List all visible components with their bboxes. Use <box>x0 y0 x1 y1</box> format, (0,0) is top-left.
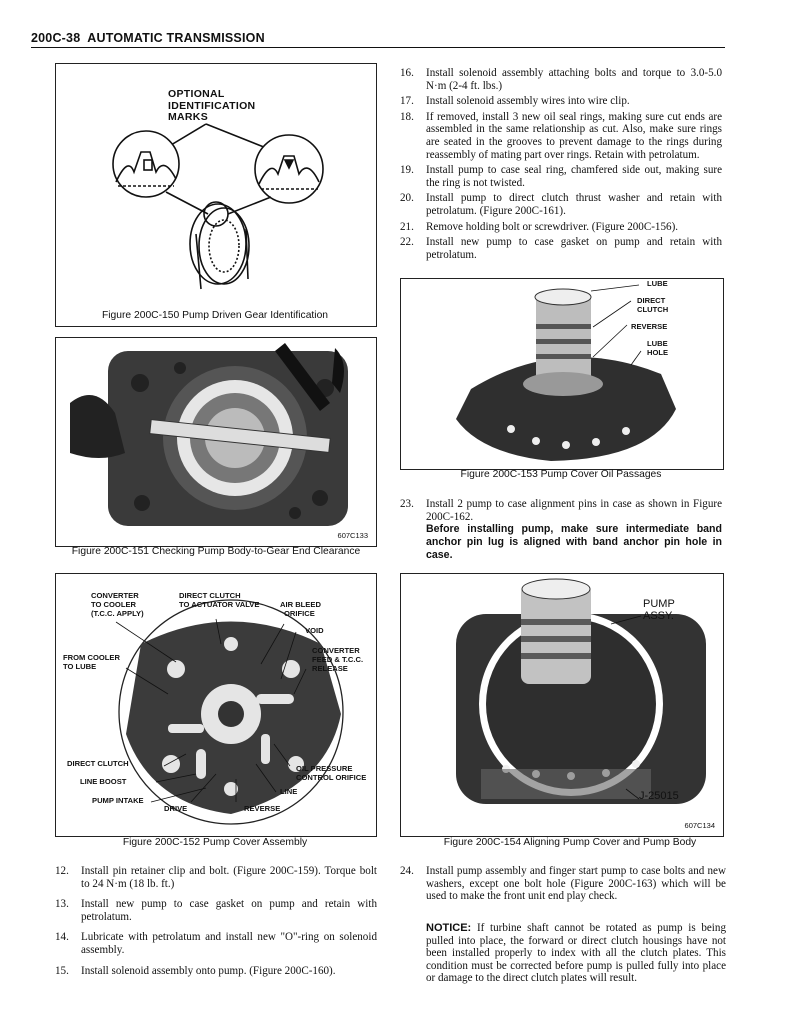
steps-16-22 <box>400 67 722 264</box>
figure-200c-150 <box>55 63 377 327</box>
figure-200c-152 <box>55 573 377 837</box>
step-23-warning: Before installing pump, make sure intermediate band anchor pin lug is aligned with band anchor pin hole in case. <box>426 523 722 561</box>
step-22: 22. Install new pump to case gasket on pump and retain with petrolatum. <box>400 236 722 261</box>
label-converter-to-cooler: CONVERTER TO COOLER (T.C.C. APPLY) <box>91 591 144 618</box>
label-direct-clutch-actuator: DIRECT CLUTCH TO ACTUATOR VALVE <box>179 591 260 609</box>
label-direct-clutch: DIRECT CLUTCH <box>67 759 129 768</box>
step-12: 12. Install pin retainer clip and bolt. (Figure 200C-159). Torque bolt to 24 N·m (18 lb. ft.) <box>55 865 377 890</box>
label-converter-feed: CONVERTER FEED & T.C.C. RELEASE <box>312 646 364 673</box>
pump-cover-oil-passages-photo <box>401 279 723 469</box>
step-14: 14. Lubricate with petrolatum and install new "O"-ring on solenoid assembly. <box>55 931 377 956</box>
photo-code-607c134: 607C134 <box>684 821 715 830</box>
section-number: 200C-38 <box>31 31 81 45</box>
label-pump-assy: PUMP ASSY. <box>643 598 675 622</box>
page-header <box>31 31 265 45</box>
figure-200c-152-caption: Figure 200C-152 Pump Cover Assembly <box>122 837 308 848</box>
label-reverse: REVERSE <box>631 322 668 331</box>
step-21: 21. Remove holding bolt or screwdriver. (Figure 200C-156). <box>400 220 679 233</box>
pump-body-photo-graphic <box>70 343 370 533</box>
label-lube-hole: LUBE HOLE <box>647 339 669 357</box>
label-line-boost: LINE BOOST <box>80 777 127 786</box>
pump-body-clearance-photo <box>70 343 370 533</box>
step-13: 13. Install new pump to case gasket on pump and retain with petrolatum. <box>55 898 377 923</box>
step-17: 17. Install solenoid assembly wires into wire clip. <box>400 95 630 108</box>
label-pump-intake: PUMP INTAKE <box>92 796 144 805</box>
label-from-cooler-to-lube: FROM COOLER TO LUBE <box>63 653 120 671</box>
figure-200c-154 <box>400 573 724 837</box>
photo-code-607c133: 607C133 <box>337 531 368 540</box>
figure-200c-153 <box>400 278 724 470</box>
label-oil-pressure-orifice: OIL PRESSURE CONTROL ORIFICE <box>296 764 367 782</box>
header-rule <box>31 47 725 48</box>
label-air-bleed-orifice: AIR BLEED ORIFICE <box>280 600 321 618</box>
step-24: 24. Install pump assembly and finger start pump to case bolts and new washers, except one bolt hole (Figure 200C-163) which will be used to make the front unit end play check. <box>400 865 726 903</box>
figure-200c-151-caption: Figure 200C-151 Checking Pump Body-to-Gear End Clearance <box>71 546 361 557</box>
steps-12-15 <box>55 865 377 980</box>
figure-200c-154-caption: Figure 200C-154 Aligning Pump Cover and Pump Body <box>443 837 697 848</box>
label-direct-clutch: DIRECT CLUTCH <box>637 296 669 314</box>
step-23: 23. Install 2 pump to case alignment pins in case as shown in Figure 200C-162. Before installing pump, make sure intermediate band anchor pin lug is aligned with band anchor pin hole in case. <box>400 498 722 561</box>
label-reverse: REVERSE <box>244 804 281 813</box>
notice-text: If turbine shaft cannot be rotated as pump is being pulled into place, the forward or direct clutch housings have not been installed properly to index with all the clutch plates. This condition must be corrected before pump is pulled fully into place or damage to the direct clutch plates will result. <box>426 922 726 985</box>
step-20: 20. Install pump to direct clutch thrust washer and retain with petrolatum. (Figure 200C-161). <box>400 192 722 217</box>
label-line: LINE <box>280 787 298 796</box>
label-j-25015: J-25015 <box>639 790 679 802</box>
figure-200c-153-caption: Figure 200C-153 Pump Cover Oil Passages <box>460 469 662 480</box>
optional-identification-marks-label: OPTIONAL IDENTIFICATION MARKS <box>168 88 256 123</box>
notice-paragraph <box>426 922 726 985</box>
step-18: 18. If removed, install 3 new oil seal rings, making sure cut ends are assembled in the same relationship as cut. Also, make sure rings are seated in the grooves to prevent damage to the rings during reassembly of mating part over rings. Retain with petrolatum. <box>400 110 722 161</box>
label-drive: DRIVE <box>164 804 188 813</box>
figure-200c-150-caption: Figure 200C-150 Pump Driven Gear Identification <box>101 310 329 321</box>
label-lube: LUBE <box>647 279 668 288</box>
section-title: AUTOMATIC TRANSMISSION <box>87 31 265 45</box>
step-19: 19. Install pump to case seal ring, chamfered side out, making sure the ring is not twisted. <box>400 164 722 189</box>
label-void: VOID <box>305 626 324 635</box>
step-15: 15. Install solenoid assembly onto pump. (Figure 200C-160). <box>55 964 336 977</box>
pump-driven-gear-illustration <box>56 64 376 314</box>
step-16: 16. Install solenoid assembly attaching bolts and torque to 3.0-5.0 N·m (2-4 ft. lbs.) <box>400 67 722 92</box>
notice-label: NOTICE: <box>426 922 472 934</box>
figure-200c-151 <box>55 337 377 547</box>
